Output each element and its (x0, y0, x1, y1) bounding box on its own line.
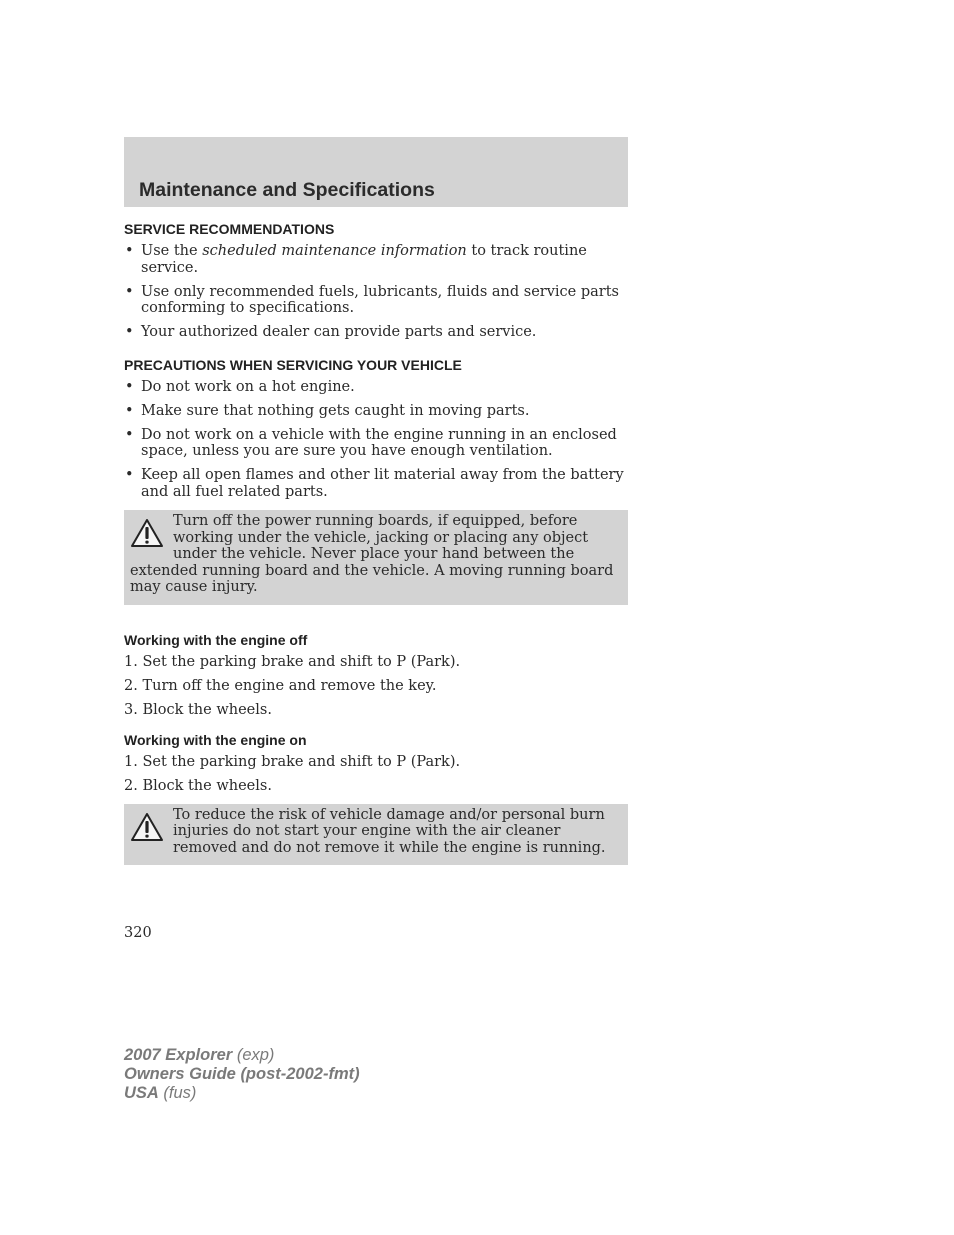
step-item: 1. Set the parking brake and shift to P (Park). (124, 754, 461, 770)
page-number: 320 (124, 925, 152, 941)
section-title: Maintenance and Specifications (139, 179, 435, 201)
list-item: • Your authorized dealer can provide parts and service. (124, 324, 628, 341)
footer-line-2 (124, 1065, 360, 1084)
footer-model-code: (exp) (232, 1046, 275, 1064)
list-item: • Do not work on a vehicle with the engine running in an enclosed space, unless you are sure you have enough ventilation. (124, 427, 628, 460)
item-text: to track routine service. (141, 243, 587, 276)
scheduled-maintenance-ref: scheduled maintenance information (202, 243, 467, 259)
footer-guide: Owners Guide (post-2002-fmt) (124, 1065, 360, 1083)
engine-off-steps (124, 654, 628, 719)
step-item: 3. Block the wheels. (124, 701, 272, 718)
footer-line-1 (124, 1046, 360, 1065)
precautions-heading: PRECAUTIONS WHEN SERVICING YOUR VEHICLE (124, 356, 462, 373)
warning-box-running-boards (124, 510, 628, 605)
list-item: • Use only recommended fuels, lubricants, fluids and service parts conforming to specifications. (124, 284, 628, 317)
engine-off-heading: Working with the engine off (124, 631, 308, 648)
list-item: • Make sure that nothing gets caught in moving parts. (124, 403, 628, 420)
service-list (124, 243, 628, 341)
list-item: • Keep all open flames and other lit material away from the battery and all fuel related parts. (124, 467, 628, 500)
footer-line-3 (124, 1084, 360, 1103)
warning-box-air-cleaner (124, 804, 628, 866)
list-item: • Do not work on a hot engine. (124, 379, 628, 396)
step-item: 1. Set the parking brake and shift to P (Park). (124, 653, 461, 670)
warning-text: To reduce the risk of vehicle damage and/or personal burn injuries do not start your engine with the air cleaner removed and do not remove it while the engine is running. (173, 806, 606, 856)
document-footer (124, 1046, 360, 1103)
footer-model: 2007 Explorer (124, 1046, 233, 1064)
page-content (124, 137, 628, 865)
list-item (124, 243, 628, 276)
footer-market-code: (fus) (158, 1084, 197, 1102)
footer-market: USA (124, 1084, 159, 1102)
warning-text: Turn off the power running boards, if equipped, before working under the vehicle, jacking or placing any object under the vehicle. Never place your hand between the extended running board and the vehicle. A moving running board may cause injury. (130, 513, 614, 595)
step-item: 2. Block the wheels. (124, 778, 272, 794)
service-recommendations-heading: SERVICE RECOMMENDATIONS (124, 221, 335, 237)
precautions-list (124, 379, 628, 501)
section-header-band (124, 137, 628, 207)
engine-on-steps (124, 754, 628, 795)
warning-triangle-icon (130, 518, 164, 548)
warning-triangle-icon (130, 812, 164, 842)
engine-on-heading: Working with the engine on (124, 732, 307, 748)
item-text: Use the (141, 243, 203, 259)
step-item: 2. Turn off the engine and remove the key. (124, 677, 437, 694)
